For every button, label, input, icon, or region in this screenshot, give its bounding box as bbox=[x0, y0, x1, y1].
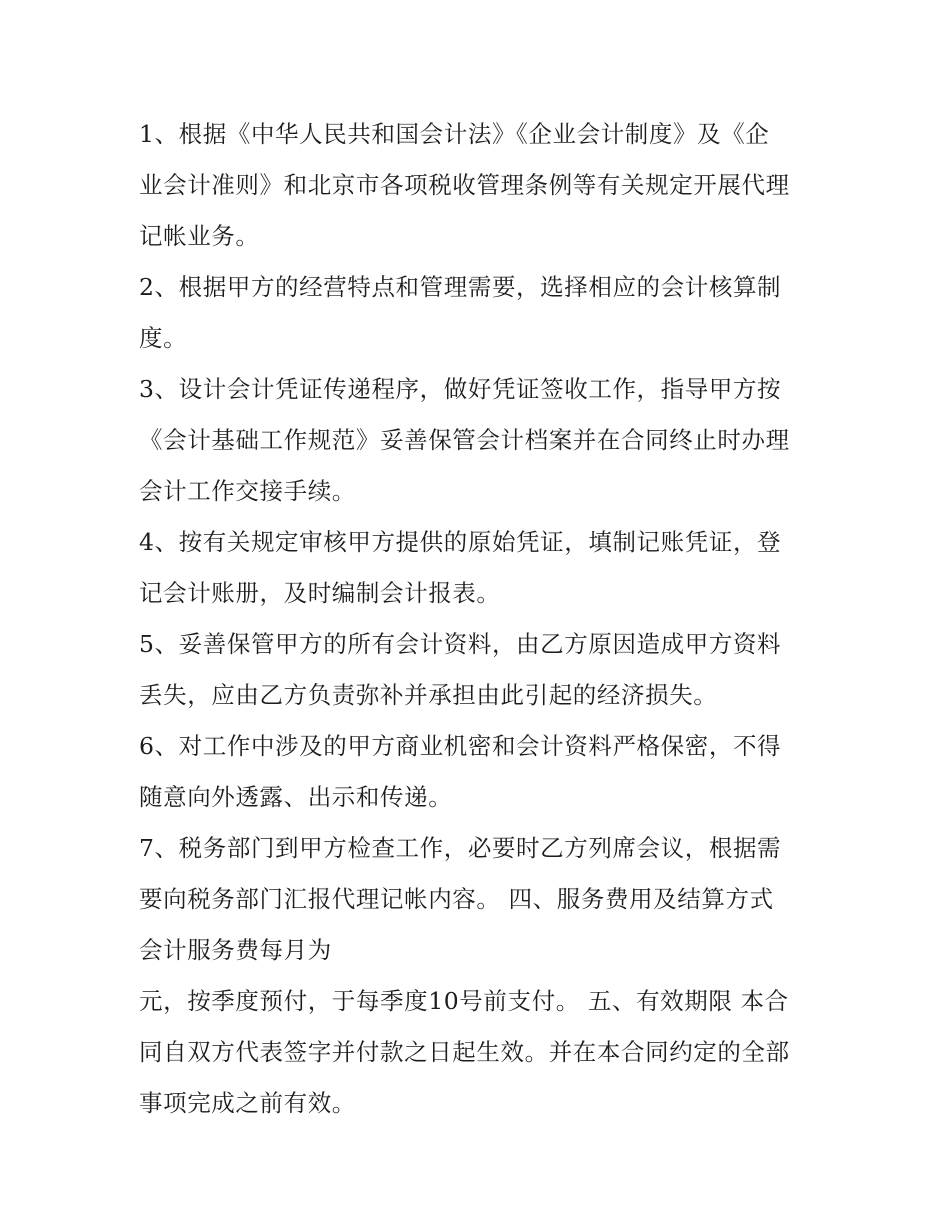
text-line: 7、税务部门到甲方检查工作，必要时乙方列席会议，根据需 bbox=[139, 834, 782, 862]
text-line: 记会计账册，及时编制会计报表。 bbox=[139, 579, 501, 607]
text-line: 4、按有关规定审核甲方提供的原始凭证，填制记账凭证，登 bbox=[139, 528, 782, 556]
text-line: 同自双方代表签字并付款之日起生效。并在本合同约定的全部 bbox=[139, 1038, 790, 1066]
text-line: 《会计基础工作规范》妥善保管会计档案并在合同终止时办理 bbox=[139, 426, 790, 454]
text-line: 1、根据《中华人民共和国会计法》《企业会计制度》及《企 bbox=[139, 120, 770, 148]
text-line: 丢失，应由乙方负责弥补并承担由此引起的经济损失。 bbox=[139, 681, 718, 709]
text-line: 随意向外透露、出示和传递。 bbox=[139, 783, 453, 811]
text-line: 会计服务费每月为 bbox=[139, 936, 332, 964]
text-line: 记帐业务。 bbox=[139, 222, 260, 250]
text-line: 元，按季度预付，于每季度10号前支付。 五、有效期限 本合 bbox=[139, 987, 789, 1015]
text-line: 事项完成之前有效。 bbox=[139, 1089, 356, 1117]
text-line: 会计工作交接手续。 bbox=[139, 477, 356, 505]
document-body bbox=[139, 109, 815, 1129]
text-line: 3、设计会计凭证传递程序，做好凭证签收工作，指导甲方按 bbox=[139, 375, 782, 403]
text-line: 业会计准则》和北京市各项税收管理条例等有关规定开展代理 bbox=[139, 171, 790, 199]
text-line: 6、对工作中涉及的甲方商业机密和会计资料严格保密，不得 bbox=[139, 732, 782, 760]
text-line: 要向税务部门汇报代理记帐内容。 四、服务费用及结算方式 bbox=[139, 885, 774, 913]
text-line: 5、妥善保管甲方的所有会计资料，由乙方原因造成甲方资料 bbox=[139, 630, 782, 658]
text-line: 度。 bbox=[139, 324, 188, 352]
text-line: 2、根据甲方的经营特点和管理需要，选择相应的会计核算制 bbox=[139, 273, 782, 301]
